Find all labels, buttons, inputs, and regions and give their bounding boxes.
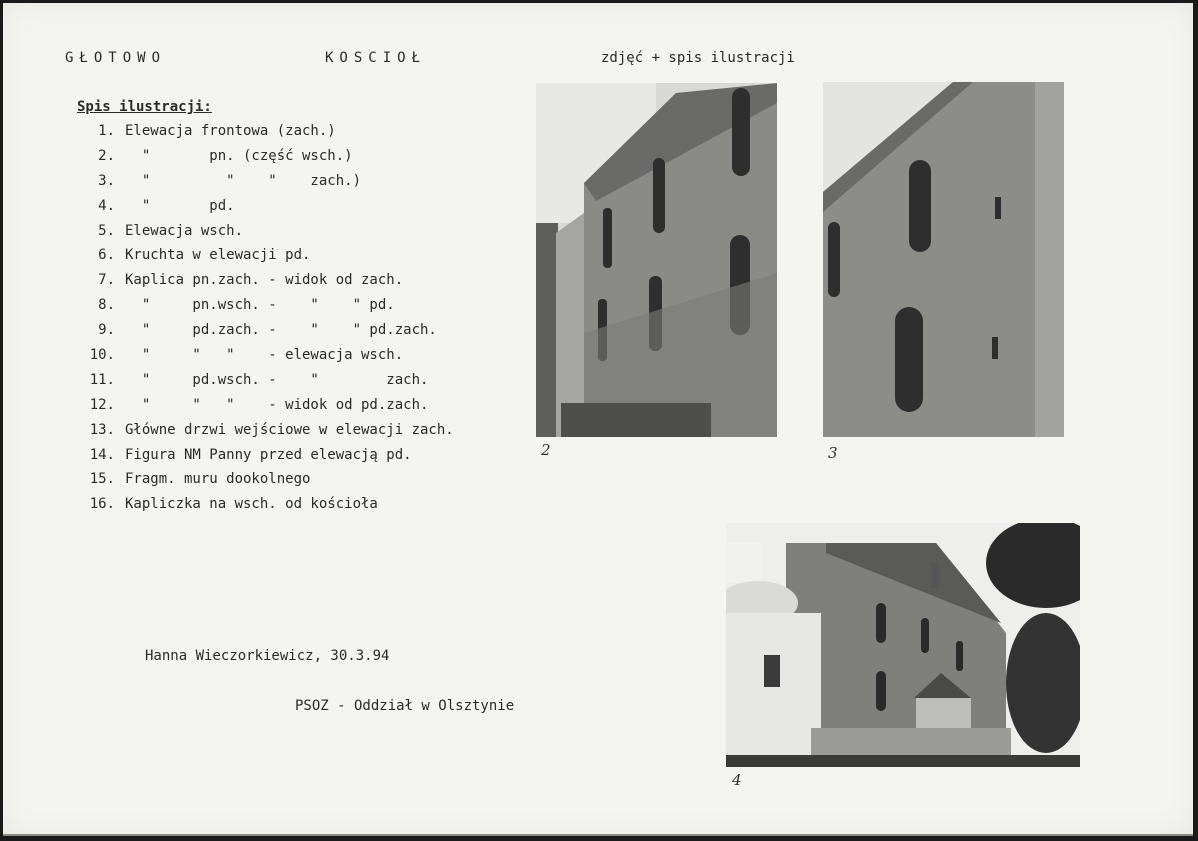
list-item-number: 10. [89, 347, 115, 364]
header-content: zdjęć + spis ilustracji [601, 50, 795, 66]
photo-2 [536, 83, 777, 437]
list-item-number: 12. [89, 396, 115, 413]
list-title: Spis ilustracji: [77, 99, 212, 115]
photo-3-label: 3 [828, 444, 838, 462]
list-item-number: 1. [98, 123, 115, 139]
list-item-number: 2. [98, 147, 115, 164]
list-item-number: 14. [89, 446, 115, 463]
list-item-text: Elewacja wsch. [125, 222, 244, 239]
list-item-number: 13. [89, 421, 115, 438]
list-item-text: Kruchta w elewacji pd. [125, 247, 311, 264]
list-item-number: 9. [98, 322, 115, 339]
list-item-number: 4. [98, 197, 115, 214]
list-item-text: Kapliczka na wsch. od kościoła [125, 496, 378, 513]
list-item-number: 11. [89, 371, 115, 388]
header-place: GŁOTOWO [65, 50, 167, 66]
list-item-text: " pn. (część wsch.) [125, 147, 353, 164]
list-item-number: 3. [98, 172, 115, 189]
photo-2-label: 2 [541, 441, 551, 459]
list-item-number: 5. [98, 222, 115, 239]
photo-3 [823, 82, 1064, 437]
list-item-number: 15. [89, 471, 115, 488]
list-item-text: " pd. [125, 197, 235, 214]
list-item-text: " " " - elewacja wsch. [125, 347, 404, 364]
list-item-text: " " " zach.) [125, 172, 362, 189]
list-item-text: Główne drzwi wejściowe w elewacji zach. [125, 421, 454, 438]
list-item-text: Elewacja frontowa (zach.) [125, 123, 336, 139]
photo-4 [726, 523, 1080, 767]
list-item-text: " " " - widok od pd.zach. [125, 396, 429, 413]
list-item-text: " pd.zach. - " " pd.zach. [125, 322, 437, 339]
list-item-text: " pn.wsch. - " " pd. [125, 297, 395, 314]
list-item-number: 16. [89, 496, 115, 513]
document-page [3, 3, 1193, 836]
organization: PSOZ - Oddział w Olsztynie [295, 698, 515, 714]
list-item-text: " pd.wsch. - " zach. [125, 371, 429, 388]
list-item-number: 7. [98, 272, 115, 289]
header-object: KOSCIOŁ [325, 50, 427, 66]
list-item-number: 6. [98, 247, 115, 264]
list-item-text: Figura NM Panny przed elewacją pd. [125, 446, 412, 463]
list-item-number: 8. [98, 297, 115, 314]
photo-4-label: 4 [732, 771, 742, 789]
list-item-text: Kaplica pn.zach. - widok od zach. [125, 272, 404, 289]
author-signature: Hanna Wieczorkiewicz, 30.3.94 [145, 648, 390, 664]
list-item-text: Fragm. muru dookolnego [125, 471, 311, 488]
